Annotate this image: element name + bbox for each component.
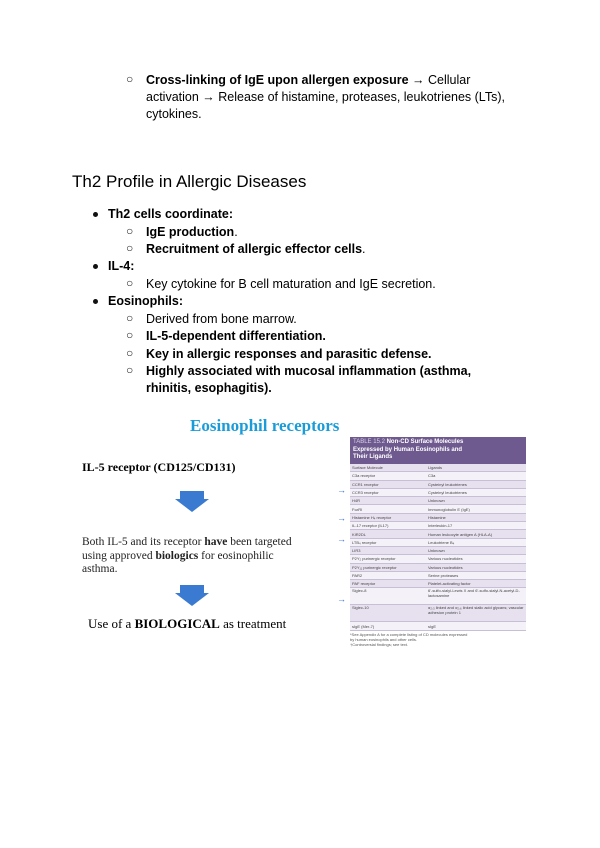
table-cell: P2Y₂ purinergic receptor — [350, 555, 426, 563]
ige-production-tail: . — [234, 225, 238, 239]
receptor-table-grid — [350, 464, 526, 631]
crosslinking-line2: activation → Release of histamine, proteases, leukotrienes (LTs), — [146, 90, 505, 104]
use-c: as treatment — [219, 616, 287, 631]
table-row — [350, 538, 526, 546]
crosslinking-line3: cytokines. — [146, 107, 202, 121]
recruitment-text: Recruitment of allergic effector cells — [146, 242, 363, 256]
table-footnote3: †Controversial findings; see text. — [350, 641, 409, 647]
biologics-paragraph — [82, 536, 324, 577]
table-row — [350, 530, 526, 538]
sub-item-il4-cytokine: Key cytokine for B cell maturation and IgE secretion. — [146, 277, 436, 291]
table-cell: Serine proteases — [426, 571, 526, 579]
sub-item-ige-production — [146, 224, 238, 241]
table-footnote2: by human eosinophils and other cells. — [350, 636, 417, 642]
para-line2-a: using approved — [82, 549, 156, 562]
table-row — [350, 622, 526, 630]
mucosal-line2: rhinitis, esophagitis). — [146, 381, 272, 395]
bullet-marker — [93, 264, 98, 269]
table-cell: IL-17 receptor (IL17) — [350, 522, 426, 530]
table-row — [350, 488, 526, 496]
pointer-arrow-icon: → — [337, 485, 346, 495]
table-row — [350, 522, 526, 530]
table-cell: H4R — [350, 497, 426, 505]
table-cell: LTB₄ receptor — [350, 538, 426, 546]
table-cell: Various nucleotides — [426, 555, 526, 563]
table-cell: Unknown — [426, 497, 526, 505]
down-arrow-icon-stem — [180, 491, 204, 499]
table-cell: FcεRI — [350, 505, 426, 513]
table-cell: C3a receptor — [350, 472, 426, 480]
sub-bullet-marker: ○ — [126, 311, 134, 325]
crosslinking-bold: Cross-linking of IgE upon allergen exposure — [146, 73, 409, 87]
pointer-arrow-icon: → — [337, 534, 346, 544]
recruitment-tail: . — [362, 242, 366, 256]
table-cell: CCR3 receptor — [350, 488, 426, 496]
table-cell: C3a — [426, 472, 526, 480]
table-row — [350, 580, 526, 588]
mucosal-line1: Highly associated with mucosal inflammation (asthma, — [146, 364, 472, 378]
table-cell: LIR3 — [350, 546, 426, 554]
use-b: BIOLOGICAL — [134, 616, 220, 631]
table-cell: PAF receptor — [350, 580, 426, 588]
pointer-arrow-icon: → — [337, 513, 346, 523]
table-cell: Histamine H₄ receptor — [350, 513, 426, 521]
sub-item-il5-dependent: IL-5-dependent differentiation. — [146, 329, 326, 343]
pointer-arrow-icon: → — [337, 594, 346, 604]
table-cell: sIgE — [426, 622, 526, 630]
table-row — [350, 563, 526, 571]
table-caption — [350, 437, 526, 464]
para-line2-b: biologics — [155, 549, 199, 562]
table-cell: Human leukocyte antigen A (HLA-A) — [426, 530, 526, 538]
sub-bullet-marker: ○ — [126, 346, 134, 360]
sub-bullet-marker: ○ — [126, 363, 134, 377]
table-cell: Cysteinyl leukotrienes — [426, 488, 526, 496]
table-caption-line2: Expressed by Human Eosinophils and — [353, 446, 463, 453]
para-line1-a: Both IL-5 and its receptor — [82, 536, 205, 548]
table-row — [350, 571, 526, 579]
use-biological-label — [88, 616, 286, 632]
para-line2-c: for eosinophilic — [198, 549, 274, 562]
sub-bullet-marker: ○ — [126, 224, 134, 238]
table-cell: Cysteinyl leukotrienes — [426, 480, 526, 488]
table-caption-line1: Non-CD Surface Molecules — [386, 439, 464, 445]
table-cell: PAR2 — [350, 571, 426, 579]
sub-item-bone-marrow: Derived from bone marrow. — [146, 312, 297, 326]
table-row — [350, 588, 526, 605]
para-line1-c: been targeted — [227, 536, 292, 548]
table-cell: Interleukin-17 — [426, 522, 526, 530]
receptor-table — [350, 437, 526, 647]
down-arrow-icon — [175, 499, 209, 512]
table-row — [350, 513, 526, 521]
bullet-il4: IL-4: — [108, 259, 135, 273]
table-cell: Immunoglobulin E (IgE) — [426, 505, 526, 513]
table-row — [350, 480, 526, 488]
table-header-cell: Ligands — [426, 464, 526, 472]
sub-item-key-allergic: Key in allergic responses and parasitic defense. — [146, 347, 432, 361]
table-row — [350, 605, 526, 622]
table-cell: Histamine — [426, 513, 526, 521]
ige-production-text: IgE production — [146, 225, 235, 239]
list-item-crosslinking — [146, 72, 566, 123]
down-arrow-icon — [175, 593, 209, 606]
table-cell: Platelet-activating factor — [426, 580, 526, 588]
sub-bullet-marker: ○ — [126, 72, 134, 86]
crosslinking-rest: → Cellular — [408, 73, 471, 87]
table-row — [350, 472, 526, 480]
table-cell: α₂,₃ linked and α₂,₆ linked sialic acid glycans; vascular adhesion protein 1 — [426, 605, 526, 622]
sub-bullet-marker: ○ — [126, 328, 134, 342]
table-cell: Siglec-8 — [350, 588, 426, 605]
table-cell: P2Y₁₁ purinergic receptor — [350, 563, 426, 571]
table-row — [350, 546, 526, 554]
table-cell: Leukotriene B₄ — [426, 538, 526, 546]
table-cell: Various nucleotides — [426, 563, 526, 571]
bullet-th2: Th2 cells coordinate: — [108, 207, 234, 221]
sub-item-mucosal — [146, 363, 471, 397]
sub-item-recruitment — [146, 241, 366, 258]
table-cell: sIgE (Mer-7) — [350, 622, 426, 630]
sub-bullet-marker: ○ — [126, 241, 134, 255]
table-row — [350, 505, 526, 513]
table-caption-line3: Their Ligands — [353, 454, 393, 460]
table-cell: 6'-sulfo-sialyl-Lewis X and 6'-sulfo-sialyl-N-acetyl-D-lactosamine — [426, 588, 526, 605]
table-row — [350, 497, 526, 505]
table-cell: Siglec-10 — [350, 605, 426, 622]
sub-bullet-marker: ○ — [126, 276, 134, 290]
down-arrow-icon-stem — [180, 585, 204, 593]
table-footnotes — [350, 632, 526, 647]
table-caption-label: TABLE 15.2 — [353, 439, 385, 445]
table-cell: Unknown — [426, 546, 526, 554]
bullet-marker — [93, 212, 98, 217]
table-header-row — [350, 464, 526, 472]
table-cell: KIR2DL — [350, 530, 426, 538]
para-line3: asthma. — [82, 563, 118, 575]
bullet-marker — [93, 299, 98, 304]
il5-receptor-label: IL-5 receptor (CD125/CD131) — [82, 460, 236, 474]
bullet-eosinophils: Eosinophils: — [108, 294, 183, 308]
slide-title: Eosinophil receptors — [190, 416, 340, 435]
table-footnote1: *See Appendix A for a complete listing of CD molecules expressed — [350, 631, 468, 637]
section-title: Th2 Profile in Allergic Diseases — [72, 172, 307, 191]
table-cell: CCR1 receptor — [350, 480, 426, 488]
table-row — [350, 555, 526, 563]
para-line1-b: have — [204, 536, 228, 548]
table-header-cell: Surface Molecule — [350, 464, 426, 472]
use-a: Use of a — [88, 616, 135, 631]
